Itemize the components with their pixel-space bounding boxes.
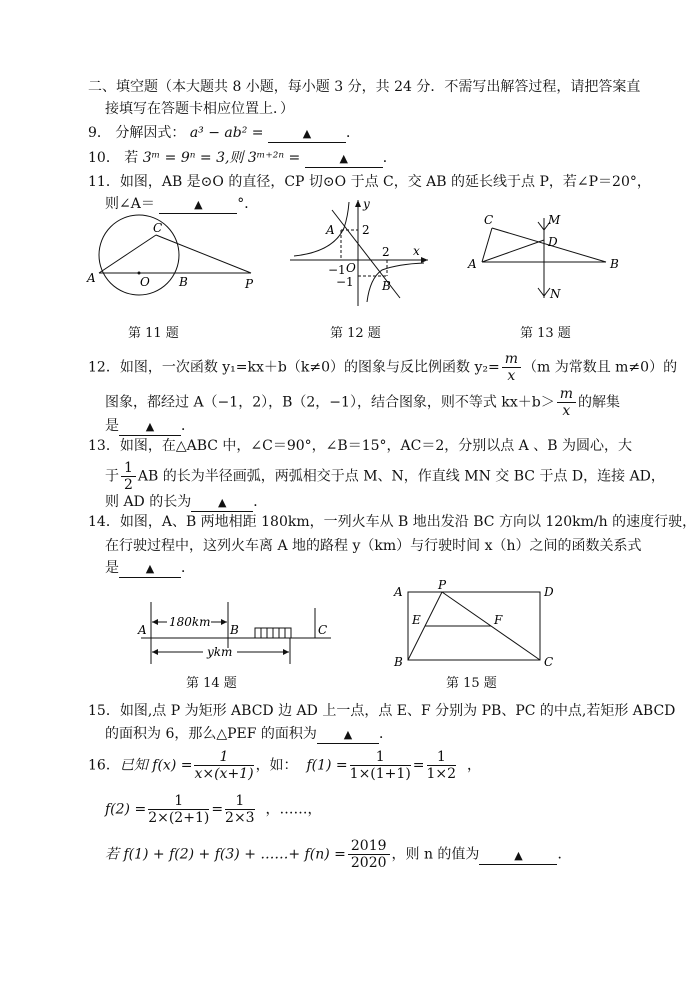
q16-f2-lhs: f(2) =: [105, 801, 147, 818]
fig15-label-p: P: [438, 578, 447, 592]
fig12-caption: 第 12 题: [330, 326, 381, 341]
question-14-line3: 是 ▲ ．: [105, 560, 195, 576]
question-14: [88, 512, 696, 532]
q12-fraction-2: [557, 386, 576, 419]
fig14-label-dist: 180km: [169, 615, 211, 629]
q9-number: 9．: [88, 125, 111, 141]
q16-comma: ，: [466, 757, 481, 774]
section-title: 二、填空题（本大题共 8 小题，每小题 3 分，共 24 分．不需写出解答过程，请把答案直: [88, 79, 641, 95]
question-9: 9． 分解因式： a³ − ab² = ▲ ．: [88, 125, 360, 141]
fig13-label-d: D: [548, 235, 558, 249]
question-16-line3: 若 f(1) + f(2) + f(3) + ……+ f(n) = $\frac{2019}{2020}$ ，则 n 的值为 ▲ ．: [105, 838, 572, 871]
figure-15: [390, 580, 560, 670]
fig12-label-a: A: [326, 223, 335, 237]
fig11-label-c: C: [153, 221, 163, 235]
q16-f-den: x×(x+1): [194, 766, 254, 782]
q16-f1-fraction-2: [427, 749, 457, 782]
q12-frac-den: x: [507, 368, 516, 384]
q16-answer-blank[interactable]: ▲: [479, 848, 557, 865]
q16-number: 16．: [88, 757, 120, 774]
q13-answer-blank[interactable]: ▲: [191, 495, 253, 512]
fig11-line-cp: [156, 235, 251, 273]
fig13-line-ad: [482, 240, 544, 262]
q16-f2-fraction-2: [225, 793, 255, 826]
question-16-line2: [105, 793, 322, 826]
fig12-tick-x2: 2: [382, 245, 390, 259]
fig14-caption: 第 14 题: [186, 676, 237, 691]
fig11-circle: [99, 215, 179, 295]
fig13-label-c: C: [484, 213, 494, 227]
fig13-label-m: M: [548, 213, 561, 227]
fig14-y-arrow-r: [283, 649, 289, 655]
q12-frac2-num: m: [557, 386, 576, 403]
question-12-line3: 是 ▲ ．: [105, 418, 195, 434]
q16-f2-den2: 2×3: [225, 810, 255, 826]
q16-f2-eq: =: [211, 801, 224, 818]
q12-frac2-den: x: [562, 403, 571, 419]
q10-text: 若: [124, 150, 139, 166]
fig12-label-y: y: [363, 197, 370, 211]
q14-answer-blank[interactable]: ▲: [119, 561, 181, 578]
figure-11: [85, 218, 265, 298]
q12-number: 12．: [88, 359, 120, 376]
fig12-label-x: x: [413, 244, 420, 258]
fig15-label-e: E: [412, 613, 421, 627]
q14-line3: 是: [105, 560, 119, 576]
q16-f1-num: 1: [350, 749, 411, 766]
fig14-label-y: ykm: [207, 645, 233, 659]
q15-line2: 的面积为 6，那么△PEF 的面积为: [105, 726, 317, 742]
fig15-label-c: C: [544, 655, 554, 669]
q16-f2-num2: 1: [225, 793, 255, 810]
fig14-label-a: A: [138, 623, 147, 637]
q13-half-num: 1: [121, 460, 136, 477]
figure-14: [135, 600, 335, 672]
q11-number: 11．: [88, 174, 120, 190]
q16-line1b: ，如：: [255, 757, 298, 774]
q16-line3b: ，则 n 的值为: [391, 846, 480, 863]
fig11-label-o: O: [140, 275, 150, 289]
q14-number: 14．: [88, 514, 120, 530]
q13-half-fraction: [121, 460, 136, 493]
fig14-label-b: B: [230, 623, 239, 637]
q15-line1: 如图,点 P 为矩形 ABCD 边 AD 上一点，点 E、F 分别为 PB、PC 的中点,若矩形 ABCD: [119, 703, 676, 719]
fig12-y-arrow: [355, 200, 361, 207]
q16-f-fraction: [194, 749, 253, 782]
q13-line2a: 于: [105, 468, 119, 485]
question-12-line2: [105, 386, 620, 419]
q12-line2b: 的解集: [578, 394, 621, 411]
q12-line3: 是: [105, 418, 119, 434]
question-13-line2: [105, 460, 665, 493]
fig13-label-a: A: [468, 257, 477, 271]
q16-f-num: 1: [194, 749, 253, 766]
question-12: [88, 351, 677, 384]
fig11-line-ac: [99, 235, 156, 273]
q10-number: 10．: [88, 150, 120, 166]
q16-f1-fraction: [350, 749, 411, 782]
question-11: [88, 172, 651, 192]
fig15-caption: 第 15 题: [446, 676, 497, 691]
q12-line2a: 图象，都经过 A（−1，2），B（2，−1），结合图象，则不等式 kx＋b＞: [105, 394, 555, 411]
fig14-y-arrow-l: [152, 649, 158, 655]
fig14-dist-arrow-l: [152, 619, 158, 625]
fig12-x-arrow: [421, 257, 428, 263]
q16-f1-lhs: f(1) =: [306, 757, 348, 774]
q12-fraction: [502, 351, 521, 384]
question-15: [88, 701, 675, 721]
q14-line1: 如图，A、B 两地相距 180km，一列火车从 B 地出发沿 BC 方向以 120km/h 的速度行驶，: [119, 514, 696, 530]
q16-f1-num2: 1: [427, 749, 457, 766]
q11-line1: 如图，AB 是⊙O 的直径，CP 切⊙O 于点 C，交 AB 的延长线于点 P，若∠P＝20°，: [119, 174, 651, 190]
q16-line1a: 已知 f(x) =: [119, 757, 193, 774]
q12-answer-blank[interactable]: ▲: [119, 419, 181, 436]
q10-answer-blank[interactable]: ▲: [305, 151, 383, 168]
question-13-line3: 则 AD 的长为 ▲ ．: [105, 494, 268, 510]
q12-line1b: （m 为常数且 m≠0）的: [522, 359, 678, 376]
fig13-caption: 第 13 题: [520, 326, 571, 341]
question-14-line2: 在行驶过程中，这列火车离 A 地的路程 y（km）与行驶时间 x（h）之间的函数关系式: [105, 538, 642, 554]
fig15-label-f: F: [494, 613, 503, 627]
question-13: [88, 436, 632, 456]
q16-f2-fraction: [148, 793, 209, 826]
fig15-label-a: A: [394, 585, 403, 599]
fig11-label-b: B: [179, 275, 188, 289]
q10-expression: 3ᵐ = 9ⁿ = 3,则 3ᵐ⁺²ⁿ =: [142, 150, 301, 166]
q11-line2b: °．: [237, 196, 259, 212]
fig12-label-o: O: [346, 261, 356, 275]
question-15-line2: 的面积为 6，那么△PEF 的面积为 ▲ ．: [105, 726, 393, 742]
fig12-tick-ym1: −1: [336, 275, 354, 289]
fig12-tick-xm1: −1: [328, 263, 346, 277]
q16-f1-den2: 1×2: [426, 766, 457, 782]
section-title-cont: 接填写在答题卡相应位置上．）: [105, 101, 294, 117]
fig13-label-b: B: [610, 257, 619, 271]
q16-dots: ，……，: [265, 801, 322, 818]
q16-f1-den: 1×(1+1): [349, 766, 411, 782]
q16-sum-fraction: [348, 838, 390, 871]
q13-half-den: 2: [124, 477, 133, 493]
q16-line3a: 若 f(1) + f(2) + f(3) + ……+ f(n) =: [105, 846, 346, 863]
fig15-label-d: D: [544, 585, 554, 599]
q15-number: 15．: [88, 703, 120, 719]
q13-number: 13．: [88, 438, 120, 454]
q13-line3: 则 AD 的长为: [105, 494, 192, 510]
fig12-tick-y2: 2: [362, 223, 370, 237]
q9-text: 分解因式：: [115, 125, 186, 141]
fig13-line-ac: [482, 228, 492, 262]
fig11-caption: 第 11 题: [128, 326, 179, 341]
fig14-label-c: C: [318, 623, 328, 637]
figure-13: [468, 210, 628, 302]
q11-line2a: 则∠A＝: [105, 196, 155, 212]
figure-12: [288, 198, 430, 308]
fig15-label-b: B: [394, 655, 403, 669]
q9-expression: a³ − ab² =: [189, 125, 264, 141]
q9-answer-blank[interactable]: ▲: [268, 126, 346, 143]
fig13-label-n: N: [550, 287, 561, 301]
fig12-hyperbola-right: [367, 263, 424, 302]
q12-line1a: 如图，一次函数 y₁=kx＋b（k≠0）的图象与反比例函数 y₂=: [119, 359, 500, 376]
question-16: [88, 749, 481, 782]
q13-line2b: AB 的长为半径画弧，两弧相交于点 M、N，作直线 MN 交 BC 于点 D，连接 AD，: [137, 468, 665, 485]
question-11-line2: [105, 194, 258, 214]
q12-frac-num: m: [502, 351, 521, 368]
q13-line1: 如图，在△ABC 中，∠C＝90°，∠B＝15°，AC＝2，分别以点 A 、B 为圆心，大: [119, 438, 632, 454]
fig12-label-b: B: [382, 279, 391, 293]
q16-f2-den: 2×(2+1): [148, 810, 210, 826]
question-10: 10． 若 3ᵐ = 9ⁿ = 3,则 3ᵐ⁺²ⁿ = ▲ ．: [88, 150, 397, 166]
q16-f1-eq: =: [412, 757, 425, 774]
fig14-dist-arrow-r: [221, 619, 227, 625]
q16-sum-num: 2019: [348, 838, 390, 855]
q11-answer-blank[interactable]: ▲: [159, 197, 237, 214]
fig11-label-p: P: [245, 277, 254, 291]
fig11-label-a: A: [87, 271, 96, 285]
q16-f2-num: 1: [148, 793, 209, 810]
q15-answer-blank[interactable]: ▲: [317, 727, 379, 744]
q16-sum-den: 2020: [350, 855, 387, 871]
